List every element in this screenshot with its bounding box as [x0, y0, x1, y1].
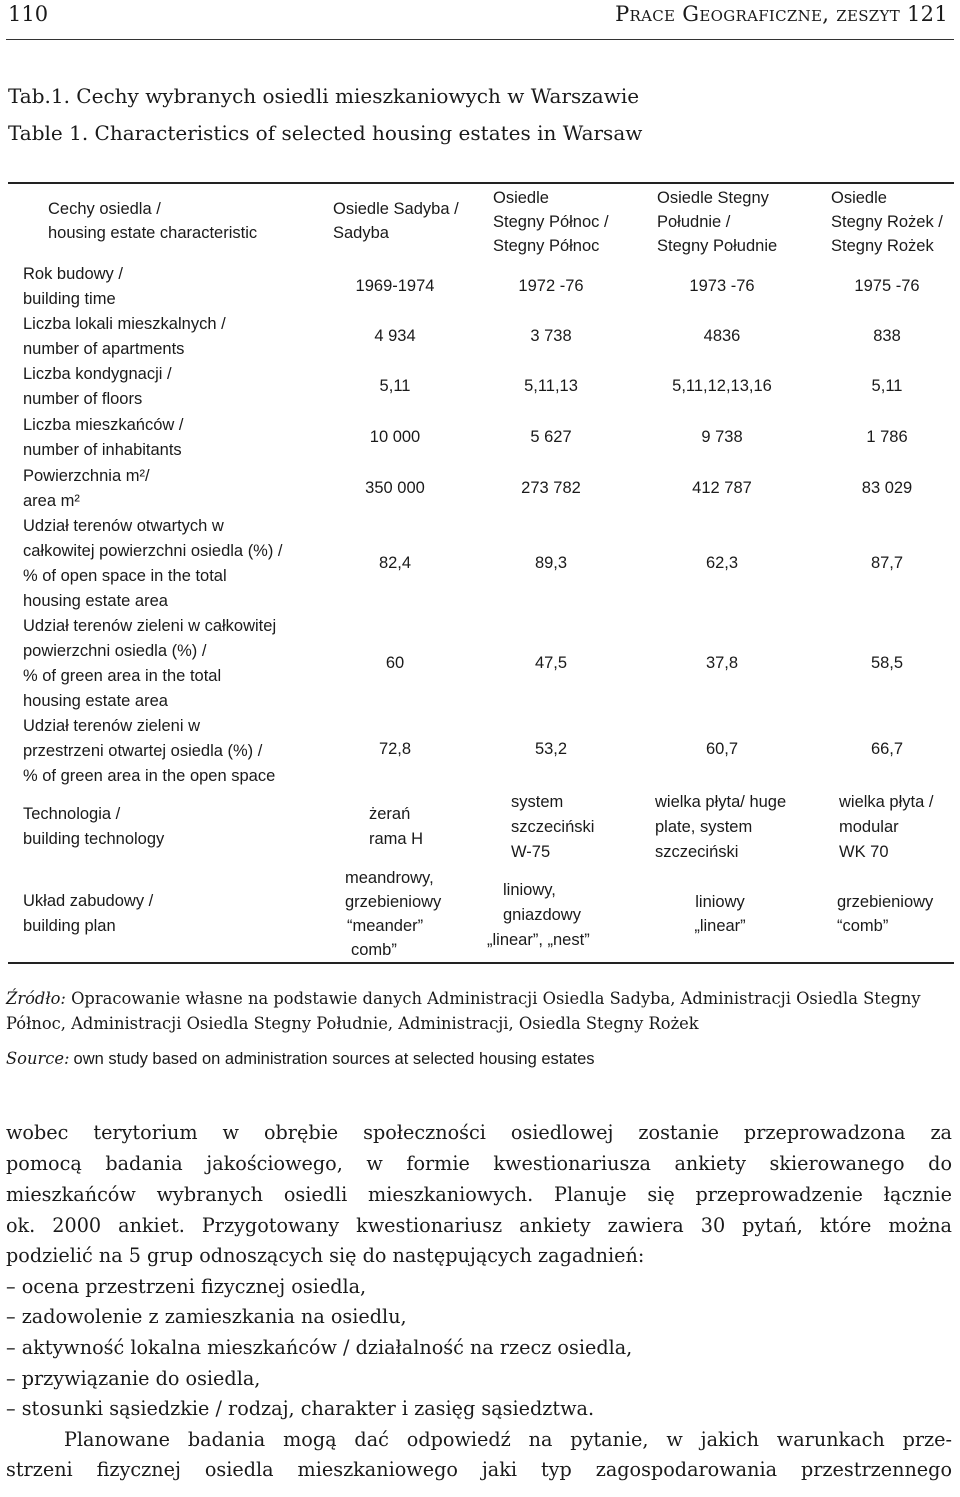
table-cell: 1972 -76 — [518, 277, 584, 295]
row-label: number of floors — [23, 390, 143, 408]
table-cell: 5,11 — [871, 377, 903, 395]
table-cell: 60 — [385, 654, 405, 672]
row-label: powierzchni osiedla (%) / — [23, 642, 207, 660]
table-cell: 273 782 — [521, 479, 581, 497]
body-line: ok. 2000 ankiet. Przygotowany kwestionariusz ankiety zawiera 30 pytań, które można — [6, 1214, 952, 1237]
body-line: wobec terytorium w obrębie społeczności osiedlowej zostanie przeprowadzona za — [6, 1121, 952, 1144]
column-header-polnoc-line-1: Osiedle — [493, 189, 549, 207]
source-label-pl: Źródło: — [6, 989, 66, 1008]
table-cell: 350 000 — [365, 479, 425, 497]
table-cell: 47,5 — [534, 654, 568, 672]
table-cell: wielka płyta / — [839, 793, 934, 811]
table-cell: 1969-1974 — [355, 277, 435, 295]
table-cell: 66,7 — [870, 740, 904, 758]
table-cell: “comb” — [837, 917, 889, 935]
table-cell: 5,11,12,13,16 — [672, 377, 772, 395]
column-header-rozek-line-3: Stegny Rożek — [831, 237, 934, 255]
table-cell: 62,3 — [705, 554, 739, 572]
row-label: area m² — [23, 492, 80, 510]
table-cell: 83 029 — [861, 479, 913, 497]
list-item: – aktywność lokalna mieszkańców / działalność na rzecz osiedla, — [6, 1336, 633, 1359]
source-text-pl: Opracowanie własne na podstawie danych Administracji Osiedla Sadyba, Administracji Osiedla Stegny Północ, Administracji Osiedla Stegny Południe, Administracji, Osiedla Stegny Rożek — [6, 989, 921, 1033]
row-label: Technologia / — [23, 805, 121, 823]
column-header-poludnie-line-3: Stegny Południe — [657, 237, 778, 255]
table-cell: „linear” — [694, 917, 746, 935]
table-cell: 838 — [873, 327, 901, 345]
table-cell: WK 70 — [839, 843, 889, 861]
table-cell: 10 000 — [369, 428, 421, 446]
table-cell: 5,11 — [379, 377, 411, 395]
running-head — [8, 2, 948, 30]
table-cell: 53,2 — [534, 740, 568, 758]
column-header-polnoc-line-2: Stegny Północ / — [493, 213, 609, 231]
source-note-pl — [6, 986, 952, 1036]
table-cell: grzebieniowy — [345, 893, 442, 911]
table-caption-pl: Tab.1. Cechy wybranych osiedli mieszkaniowych w Warszawie — [8, 84, 640, 108]
body-line: podzielić na 5 grup odnoszących się do następujących zagadnień: — [6, 1244, 645, 1267]
table-cell: modular — [839, 818, 899, 836]
row-label: building plan — [23, 917, 116, 935]
table-cell: W-75 — [511, 843, 551, 861]
table-cell: 58,5 — [870, 654, 904, 672]
table-cell: grzebieniowy — [837, 893, 934, 911]
table-cell: 4 934 — [374, 327, 416, 345]
row-label: Liczba kondygnacji / — [23, 365, 172, 383]
list-item: – stosunki sąsiedzkie / rodzaj, charakter i zasięg sąsiedztwa. — [6, 1397, 595, 1420]
table-cell: 37,8 — [705, 654, 739, 672]
row-label: building technology — [23, 830, 165, 848]
column-header-sadyba-line-1: Osiedle Sadyba / — [333, 200, 459, 218]
table-cell: 412 787 — [692, 479, 752, 497]
column-header-sadyba-line-2: Sadyba — [333, 224, 389, 242]
row-label: Układ zabudowy / — [23, 892, 154, 910]
row-label: Rok budowy / — [23, 265, 123, 283]
table-cell: system — [511, 793, 564, 811]
body-line: mieszkańców wybranych osiedli mieszkaniowych. Planuje się przeprowadzenie łącznie — [6, 1183, 952, 1206]
corner-header-line-2: housing estate characteristic — [48, 224, 258, 242]
row-label: housing estate area — [23, 692, 168, 710]
table-cell: 87,7 — [870, 554, 904, 572]
table-cell: 1975 -76 — [854, 277, 920, 295]
source-label-en: Source: — [6, 1049, 70, 1068]
row-label: Liczba lokali mieszkalnych / — [23, 315, 226, 333]
row-label: Udział terenów zieleni w całkowitej — [23, 617, 277, 635]
table-caption-en: Table 1. Characteristics of selected housing estates in Warsaw — [8, 121, 643, 145]
table-cell: 5 627 — [530, 428, 572, 446]
table-cell: wielka płyta/ huge — [655, 793, 787, 811]
table-cell: 3 738 — [530, 327, 572, 345]
table-cell: rama H — [369, 830, 424, 848]
list-item: – zadowolenie z zamieszkania na osiedlu, — [6, 1305, 407, 1328]
row-label: housing estate area — [23, 592, 168, 610]
table-cell: “meander” — [347, 917, 424, 935]
body-line: strzeni fizycznej osiedla mieszkaniowego jaki typ zagospodarowania przestrzennego — [6, 1458, 952, 1481]
list-item: – ocena przestrzeni fizycznej osiedla, — [6, 1275, 367, 1298]
column-header-polnoc-line-3: Stegny Północ — [493, 237, 600, 255]
body-line: pomocą badania jakościowego, w formie kwestionariusza ankiety skierowanego do — [6, 1152, 952, 1175]
table-cell: 5,11,13 — [524, 377, 578, 395]
row-label: Liczba mieszkańców / — [23, 416, 184, 434]
journal-title: Prace Geograficzne, zeszyt 121 — [615, 2, 948, 26]
table-cell: liniowy, — [503, 881, 556, 899]
table-cell: 72,8 — [378, 740, 412, 758]
body-line: Planowane badania mogą dać odpowiedź na pytanie, w jakich warunkach prze- — [64, 1428, 952, 1451]
table-cell: comb” — [351, 941, 397, 959]
column-header-poludnie-line-2: Południe / — [657, 213, 731, 231]
table-cell: liniowy — [695, 893, 745, 911]
table-cell: 82,4 — [378, 554, 412, 572]
table-cell: „linear”, „nest” — [487, 931, 590, 949]
table-cell: gniazdowy — [503, 906, 581, 924]
table-cell: żerań — [369, 805, 411, 823]
row-label: przestrzeni otwartej osiedla (%) / — [23, 742, 263, 760]
row-label: number of inhabitants — [23, 441, 182, 459]
row-label: całkowitej powierzchni osiedla (%) / — [23, 542, 283, 560]
list-item: – przywiązanie do osiedla, — [6, 1367, 261, 1390]
row-label: number of apartments — [23, 340, 185, 358]
table-cell: plate, system — [655, 818, 753, 836]
source-text-en: own study based on administration sources at selected housing estates — [73, 1050, 595, 1068]
page-number: 110 — [8, 2, 49, 26]
table-cell: szczeciński — [511, 818, 595, 836]
table-cell: meandrowy, — [345, 869, 434, 887]
column-header-rozek-line-1: Osiedle — [831, 189, 887, 207]
row-label: Udział terenów otwartych w — [23, 517, 224, 535]
source-note-en — [6, 1046, 952, 1072]
row-label: Udział terenów zieleni w — [23, 717, 200, 735]
table-cell: 1973 -76 — [689, 277, 755, 295]
table-cell: 1 786 — [866, 428, 908, 446]
header-rule — [6, 39, 954, 40]
row-label: building time — [23, 290, 116, 308]
row-label: % of green area in the open space — [23, 767, 276, 785]
table-cell: 9 738 — [701, 428, 743, 446]
column-header-rozek-line-2: Stegny Rożek / — [831, 213, 943, 231]
row-label: Powierzchnia m²/ — [23, 467, 150, 485]
row-label: % of open space in the total — [23, 567, 227, 585]
table-top-rule — [8, 182, 954, 184]
column-header-poludnie-line-1: Osiedle Stegny — [657, 189, 769, 207]
row-label: % of green area in the total — [23, 667, 222, 685]
table-cell: 60,7 — [705, 740, 739, 758]
table-cell: 4836 — [703, 327, 741, 345]
table-bottom-rule — [8, 962, 954, 964]
corner-header-line-1: Cechy osiedla / — [48, 200, 161, 218]
table-cell: 89,3 — [534, 554, 568, 572]
table-cell: szczeciński — [655, 843, 739, 861]
